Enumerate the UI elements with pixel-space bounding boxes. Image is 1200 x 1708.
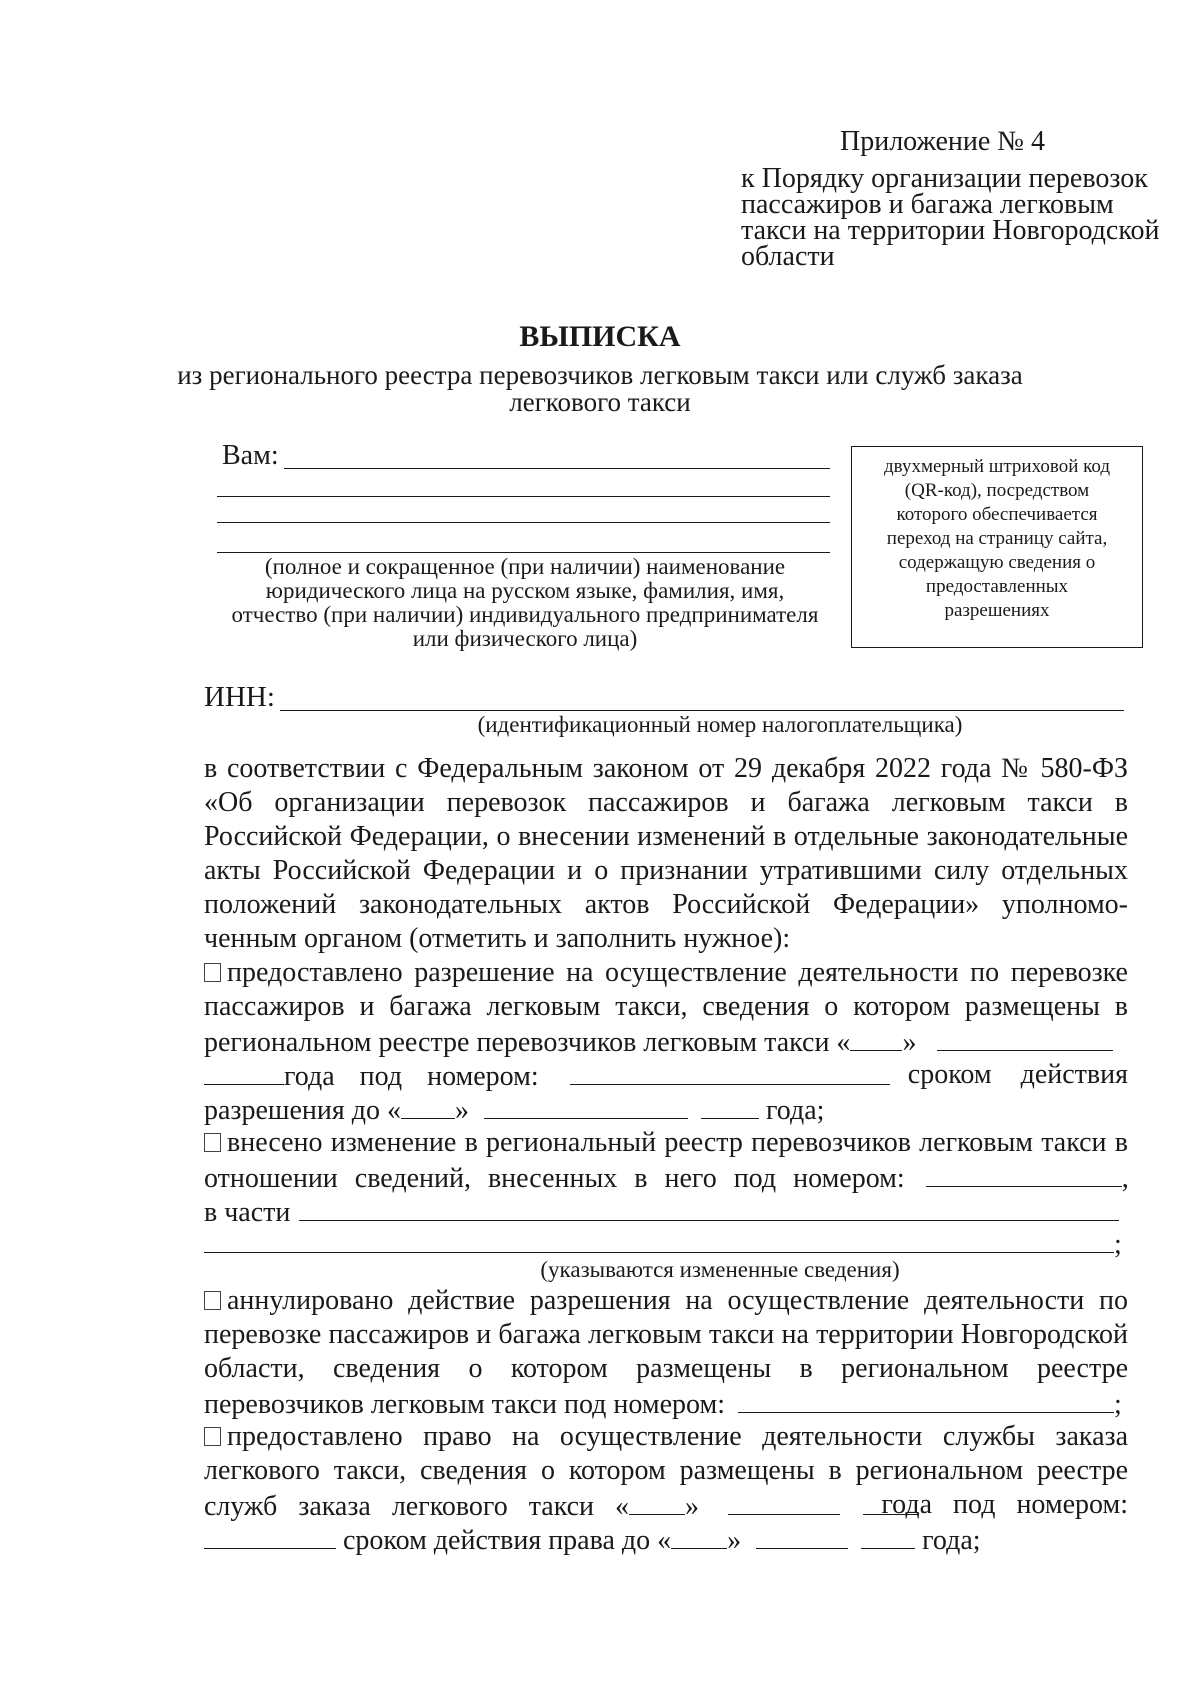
qr-box-line: двухмерный штриховой код: [883, 456, 1111, 477]
body-line: [204, 1160, 1128, 1196]
day-field[interactable]: [401, 1092, 455, 1119]
option-text: перевозчиков легковым такси под номером:: [204, 1389, 725, 1420]
day-field[interactable]: [629, 1488, 685, 1515]
option-text: предоставлено право на осуществление деятельности службы заказа: [227, 1421, 1128, 1452]
body-line: акты Российской Федерации и о признании утратившими силу отдельных: [204, 855, 1128, 886]
option-text: аннулировано действие разрешения на осуществление деятельности по: [227, 1285, 1128, 1316]
option-text: года под номером:: [284, 1061, 539, 1092]
inn-field-line[interactable]: [280, 710, 1124, 711]
option-text: сроком действия: [907, 1059, 1128, 1090]
annulled-number-field[interactable]: [738, 1386, 1114, 1413]
qr-box-line: (QR-код), посредством: [904, 480, 1090, 501]
qr-box-line: предоставленных: [925, 576, 1069, 597]
addressee-line[interactable]: [284, 468, 830, 469]
option-text: предоставлено разрешение на осуществление деятельности по перевозке: [227, 957, 1128, 988]
body-line: пассажиров и багажа легковым такси, сведения о котором размещены в: [204, 991, 1128, 1022]
option-registry-changed: [204, 1126, 1128, 1160]
body-line: [204, 1092, 1128, 1128]
appendix-subtitle-line: к Порядку организации перевозок: [741, 163, 1148, 194]
addressee-line[interactable]: [217, 552, 830, 553]
month-field[interactable]: [937, 1024, 1113, 1051]
option-permit-annulled: [204, 1284, 1128, 1318]
checkbox-permit-annulled[interactable]: [204, 1291, 221, 1310]
change-part-field[interactable]: [204, 1226, 1114, 1253]
addressee-caption-line: отчество (при наличии) индивидуального предпринимателя: [231, 602, 819, 627]
appendix-subtitle-line: пассажиров и багажа легковым: [741, 189, 1114, 220]
inn-caption: (идентификационный номер налогоплательщика): [477, 712, 963, 737]
day-field[interactable]: [671, 1522, 727, 1549]
option-text: года;: [922, 1525, 981, 1556]
option-text: служб заказа легкового такси «: [204, 1491, 630, 1522]
day-field[interactable]: [850, 1024, 902, 1051]
change-number-field[interactable]: [926, 1160, 1122, 1187]
month-field[interactable]: [484, 1092, 688, 1119]
body-line: [204, 1386, 1128, 1422]
body-line: [204, 1522, 1128, 1558]
qr-box-line: которого обеспечивается: [896, 504, 1098, 525]
dispatch-number-field[interactable]: [204, 1522, 336, 1549]
option-permit-granted: [204, 956, 1128, 990]
appendix-subtitle-line: области: [741, 241, 835, 272]
addressee-label: Вам:: [222, 440, 279, 471]
year-field[interactable]: [204, 1058, 284, 1085]
option-text: сроком действия права до «: [343, 1525, 672, 1556]
option-dispatch-right-granted: [204, 1420, 1128, 1454]
document-subtitle-line: из регионального реестра перевозчиков легковым такси или служб заказа: [177, 360, 1023, 390]
option-text: года под номером:: [881, 1489, 1128, 1520]
body-line: ченным органом (отметить и заполнить нужное):: [204, 923, 791, 954]
addressee-caption: [215, 555, 835, 651]
year-field[interactable]: [701, 1092, 759, 1119]
addressee-caption-line: юридического лица на русском языке, фамилия, имя,: [265, 578, 785, 603]
body-line: «Об организации перевозок пассажиров и багажа легковым такси в: [204, 787, 1128, 818]
qr-code-box: [851, 446, 1143, 648]
body-line: области, сведения о котором размещены в региональном реестре: [204, 1353, 1128, 1384]
body-line: [204, 1488, 1128, 1524]
body-line: Российской Федерации, о внесении изменений в отдельные законодательные: [204, 821, 1128, 852]
year-field[interactable]: [861, 1522, 915, 1549]
body-line: положений законодательных актов Российской Федерации» уполномо-: [204, 889, 1128, 920]
body-line: [204, 1194, 1128, 1230]
option-text: разрешения до «: [204, 1095, 401, 1126]
qr-box-line: переход на страницу сайта,: [886, 528, 1108, 549]
semicolon: ;: [1114, 1229, 1122, 1260]
quote: »: [727, 1525, 742, 1556]
appendix-subtitle: [741, 163, 1160, 272]
inn-label: ИНН:: [204, 681, 275, 713]
document-subtitle: [0, 362, 1200, 416]
option-text: региональном реестре перевозчиков легковым такси «: [204, 1027, 851, 1058]
option-text: в части: [204, 1197, 291, 1228]
permit-number-field[interactable]: [570, 1058, 890, 1085]
addressee-line[interactable]: [217, 522, 830, 523]
quote: »: [902, 1027, 917, 1058]
quote: »: [685, 1491, 700, 1522]
appendix-title: Приложение № 4: [840, 126, 1045, 157]
body-line: легкового такси, сведения о котором размещены в региональном реестре: [204, 1455, 1128, 1486]
body-line: [204, 1024, 1128, 1060]
changes-caption: (указываются измененные сведения): [540, 1257, 900, 1282]
month-field[interactable]: [756, 1522, 848, 1549]
option-text: внесено изменение в региональный реестр перевозчиков легковым такси в: [227, 1127, 1128, 1158]
option-text: года;: [766, 1095, 825, 1126]
option-text: отношении сведений, внесенных в него под номером:: [204, 1163, 905, 1194]
qr-box-line: содержащую сведения о: [898, 552, 1096, 573]
addressee-line[interactable]: [217, 496, 830, 497]
quote: »: [455, 1095, 469, 1126]
comma: ,: [1121, 1163, 1129, 1194]
addressee-caption-line: (полное и сокращенное (при наличии) наименование: [264, 554, 786, 579]
body-line: в соответствии с Федеральным законом от 29 декабря 2022 года № 580-ФЗ: [204, 753, 1128, 784]
body-line: [204, 1058, 1128, 1094]
document-subtitle-line: легкового такси: [509, 387, 691, 417]
qr-box-line: разрешениях: [944, 600, 1050, 621]
checkbox-registry-changed[interactable]: [204, 1133, 221, 1152]
checkbox-dispatch-right-granted[interactable]: [204, 1427, 221, 1446]
document-title: ВЫПИСКА: [519, 320, 681, 353]
change-part-field[interactable]: [299, 1194, 1119, 1221]
checkbox-permit-granted[interactable]: [204, 963, 221, 982]
month-field[interactable]: [728, 1488, 840, 1515]
semicolon: ;: [1113, 1389, 1122, 1420]
appendix-subtitle-line: такси на территории Новгородской: [741, 215, 1160, 246]
addressee-caption-line: или физического лица): [412, 626, 638, 651]
body-line: перевозке пассажиров и багажа легковым такси на территории Новгородской: [204, 1319, 1128, 1350]
